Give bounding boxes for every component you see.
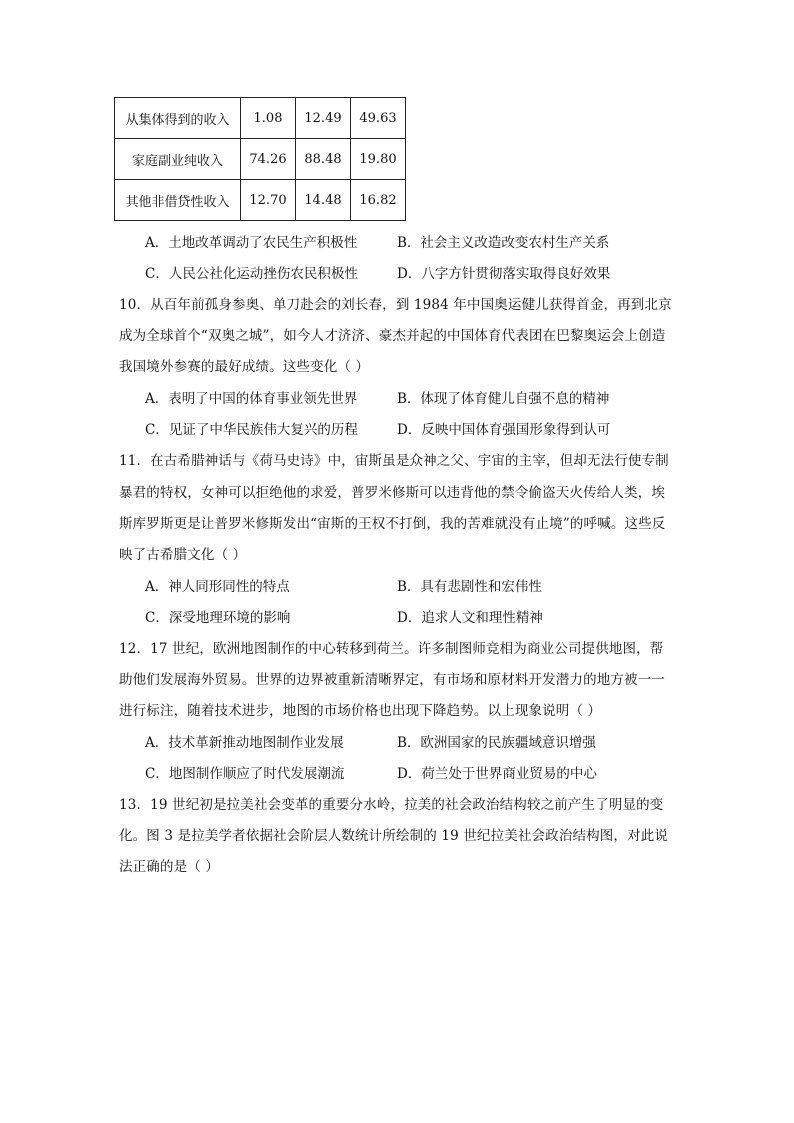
q12-option-c[interactable]: C．地图制作顺应了时代发展潮流	[145, 766, 345, 782]
q13-stem-line: 化。图 3 是拉美学者依据社会阶层人数统计所绘制的 19 世纪拉美社会政治结构图，对此说	[119, 828, 669, 844]
q9-option-b[interactable]: B．社会主义改造改变农村生产关系	[397, 235, 610, 251]
row-label: 其他非借贷性收入	[115, 180, 241, 221]
row-label: 从集体得到的收入	[115, 98, 241, 139]
cell-value: 16.82	[351, 180, 406, 221]
cell-value: 19.80	[351, 139, 406, 180]
cell-value: 14.48	[296, 180, 351, 221]
q13-stem-line: 法正确的是（ ）	[119, 859, 219, 875]
q10-option-b[interactable]: B．体现了体育健儿自强不息的精神	[397, 391, 610, 407]
cell-value: 49.63	[351, 98, 406, 139]
q12-stem-line: 进行标注，随着技术进步，地图的市场价格也出现下降趋势。以上现象说明（ ）	[119, 703, 602, 719]
row-label: 家庭副业纯收入	[115, 139, 241, 180]
q12-stem-line: 助他们发展海外贸易。世界的边界被重新清晰界定，有市场和原材料开发潜力的地方被一一	[119, 672, 665, 688]
table-row	[115, 98, 406, 139]
q12-stem-line: 12．17 世纪，欧洲地图制作的中心转移到荷兰。许多制图师竞相为商业公司提供地图，帮	[119, 641, 664, 657]
q9-option-a[interactable]: A．土地改革调动了农民生产积极性	[145, 235, 358, 251]
q13-stem-line: 13．19 世纪初是拉美社会变革的重要分水岭，拉美的社会政治结构较之前产生了明显的变	[119, 797, 664, 813]
q10-stem-line: 10．从百年前孤身参奥、单刀赴会的刘长春，到 1984 年中国奥运健儿获得首金，再到北京	[119, 297, 672, 313]
q9-option-c[interactable]: C．人民公社化运动挫伤农民积极性	[145, 266, 358, 282]
q11-stem-line: 斯库罗斯更是让普罗米修斯发出“宙斯的王权不打倒，我的苦难就没有止境”的呼喊。这些反	[119, 516, 666, 532]
q11-option-a[interactable]: A．神人同形同性的特点	[145, 579, 290, 595]
cell-value: 1.08	[241, 98, 296, 139]
q12-option-b[interactable]: B．欧洲国家的民族疆域意识增强	[397, 735, 596, 751]
cell-value: 12.49	[296, 98, 351, 139]
q11-stem-line: 暴君的特权，女神可以拒绝他的求爱，普罗米修斯可以违背他的禁令偷盗天火传给人类，埃	[119, 485, 665, 501]
q10-stem-line: 我国境外参赛的最好成绩。这些变化（ ）	[119, 359, 370, 375]
cell-value: 88.48	[296, 139, 351, 180]
q11-option-d[interactable]: D．追求人文和理性精神	[397, 610, 543, 626]
q11-option-c[interactable]: C．深受地理环境的影响	[145, 610, 291, 626]
table-row	[115, 139, 406, 180]
q11-stem-line: 映了古希腊文化（ ）	[119, 547, 247, 563]
cell-value: 74.26	[241, 139, 296, 180]
q10-stem-line: 成为全球首个“双奥之城”，如今人才济济、豪杰并起的中国体育代表团在巴黎奥运会上创造	[119, 328, 666, 344]
q12-option-a[interactable]: A．技术革新推动地图制作业发展	[145, 735, 344, 751]
q11-option-b[interactable]: B．具有悲剧性和宏伟性	[397, 579, 542, 595]
cell-value: 12.70	[241, 180, 296, 221]
table-row	[115, 180, 406, 221]
income-table	[114, 97, 406, 221]
q11-stem-line: 11．在古希腊神话与《荷马史诗》中，宙斯虽是众神之父、宇宙的主宰，但却无法行使专制	[119, 453, 669, 469]
q10-option-a[interactable]: A．表明了中国的体育事业领先世界	[145, 391, 358, 407]
q10-option-d[interactable]: D．反映中国体育强国形象得到认可	[397, 422, 611, 438]
q12-option-d[interactable]: D．荷兰处于世界商业贸易的中心	[397, 766, 597, 782]
q10-option-c[interactable]: C．见证了中华民族伟大复兴的历程	[145, 422, 358, 438]
q9-option-d[interactable]: D．八字方针贯彻落实取得良好效果	[397, 266, 611, 282]
